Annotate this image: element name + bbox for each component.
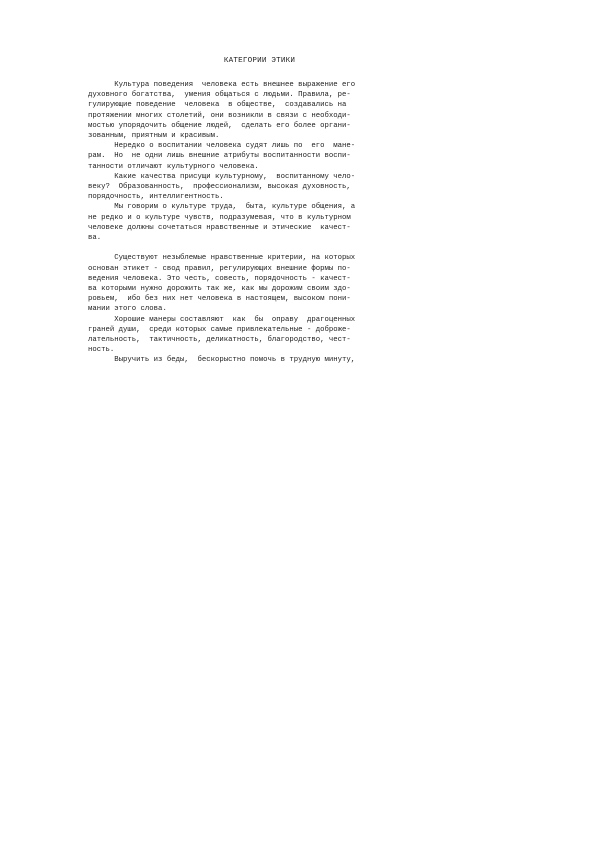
text-line: ва.	[88, 234, 102, 243]
text-line: ведения человека. Это честь, совесть, порядочность - качест-	[88, 274, 351, 283]
paragraph-gap	[88, 243, 458, 253]
text-line: граней души, среди которых самые привлекательные - доброже-	[88, 325, 351, 334]
text-line: ва которыми нужно дорожить так же, как мы дорожим своим здо-	[88, 285, 351, 294]
text-line: порядочность, интеллигентность.	[88, 193, 224, 202]
text-line: лательность, тактичность, деликатность, благородство, чест-	[88, 336, 351, 345]
paragraph	[88, 253, 458, 314]
text-line: Мы говорим о культуре труда, быта, культуре общения, а	[88, 203, 356, 212]
paragraph	[88, 202, 458, 243]
text-line: ровьем, ибо без них нет человека в настоящем, высоком пони-	[88, 295, 351, 304]
text-line: веку? Образованность, профессионализм, высокая духовность,	[88, 183, 351, 192]
text-line: танности отличают культурного человека.	[88, 162, 259, 171]
text-line: протяжении многих столетий, они возникли в связи с необходи-	[88, 111, 351, 120]
text-line: мостью упорядочить общение людей, сделать его более органи-	[88, 121, 351, 130]
text-line: Хорошие манеры составляют как бы оправу драгоценных	[88, 315, 356, 324]
text-line: Нередко о воспитании человека судят лишь по его мане-	[88, 142, 356, 151]
text-line: Культура поведения человека есть внешнее выражение его	[88, 81, 356, 89]
paragraph	[88, 355, 458, 365]
paragraph	[88, 141, 458, 172]
text-line: человеке должны сочетаться нравственные и этические качест-	[88, 223, 351, 232]
text-line: духовного богатства, умения общаться с людьми. Правила, ре-	[88, 91, 351, 100]
text-line: Существуют незыблемые нравственные критерии, на которых	[88, 254, 356, 263]
paragraph	[88, 315, 458, 356]
text-line: гулирующие поведение человека в обществе, создавались на	[88, 101, 347, 110]
text-line: ность.	[88, 346, 115, 355]
text-line: рам. Но не одни лишь внешние атрибуты воспитанности воспи-	[88, 152, 351, 161]
text-line: не редко и о культуре чувств, подразумевая, что в культурном	[88, 213, 351, 222]
text-line: мании этого слова.	[88, 305, 167, 314]
document-title: КАТЕГОРИИ ЭТИКИ	[223, 57, 296, 65]
text-line: Какие качества присущи культурному, воспитанному чело-	[88, 172, 356, 181]
text-line: Выручить из беды, бескорыстно помочь в трудную минуту,	[88, 356, 356, 365]
paragraph	[88, 172, 458, 203]
document-body	[88, 80, 458, 366]
text-line: зованным, приятным и красивым.	[88, 132, 220, 141]
paragraph	[88, 80, 458, 141]
text-line: основан этикет - свод правил, регулирующих внешние формы по-	[88, 264, 351, 273]
